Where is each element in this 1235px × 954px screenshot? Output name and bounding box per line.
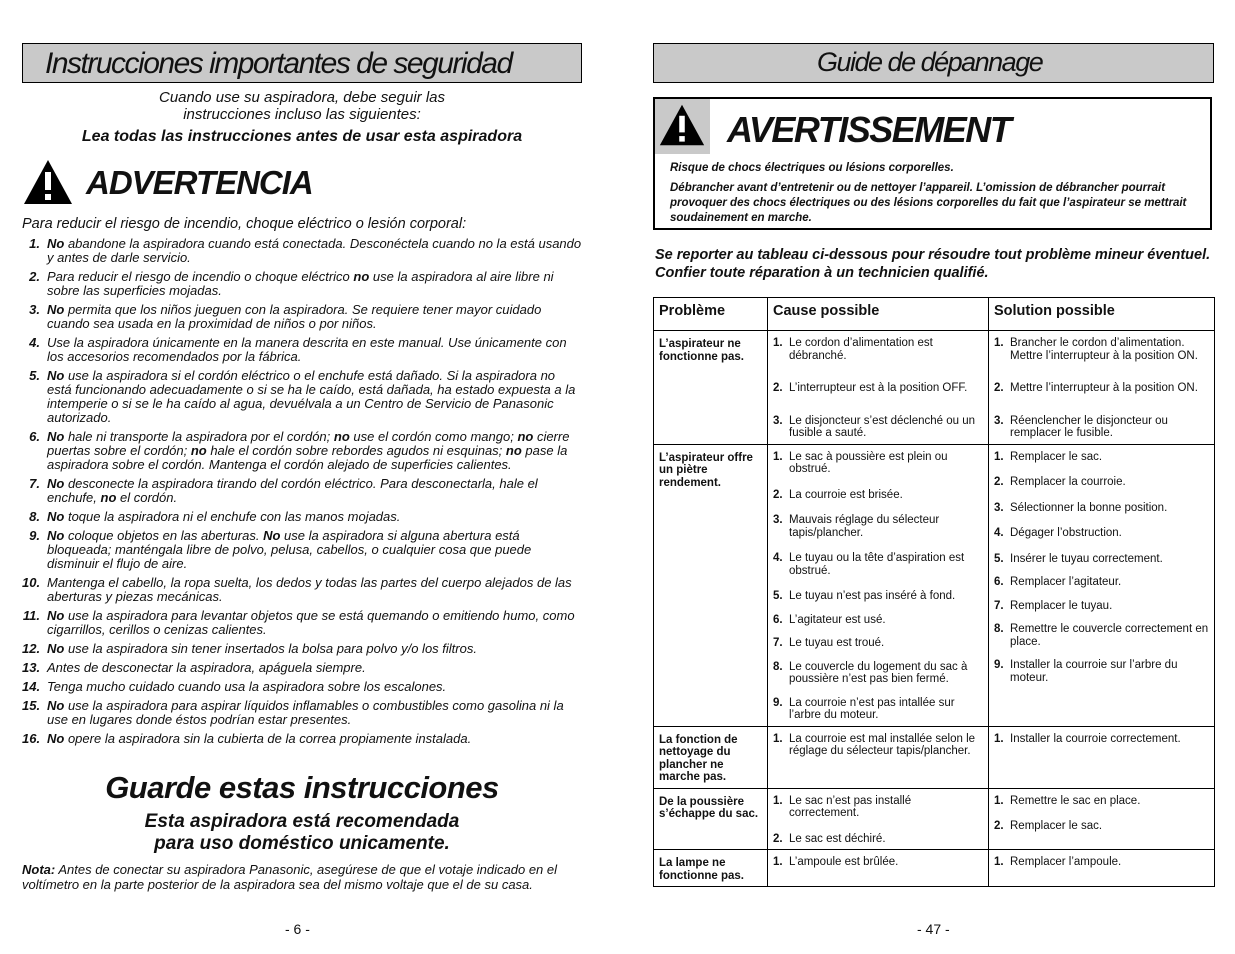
solution-item (994, 382, 1210, 395)
solution-cell (989, 444, 1215, 726)
safety-rule (22, 609, 582, 637)
rule-number: 14. (22, 679, 41, 694)
item-number: 3. (994, 414, 1004, 427)
cause-text: Mauvais réglage du sélecteur tapis/plancher. (789, 514, 940, 539)
rule-text: use la aspiradora para aspirar líquidos inflamables o combustibles como gasolina ni la use en lugares donde éstos podrían estar presentes. (47, 698, 564, 727)
table-row (654, 788, 1215, 850)
cause-text: La courroie n’est pas intallée sur l’arbre du moteur. (789, 696, 955, 721)
safety-rule (22, 369, 582, 425)
cause-cell (768, 331, 989, 445)
cause-text: Le couvercle du logement du sac à poussière n’est pas bien fermé. (789, 660, 968, 685)
rule-number: 10. (22, 575, 41, 590)
item-number: 1. (773, 732, 783, 745)
item-number: 1. (773, 337, 783, 349)
cause-text: Le sac à poussière est plein ou obstrué. (789, 450, 948, 475)
solution-text: Sélectionner la bonne position. (1010, 501, 1168, 514)
safety-rule (22, 529, 582, 571)
solution-item (994, 476, 1210, 489)
solution-text: Installer la courroie sur l’arbre du moteur. (1010, 659, 1178, 684)
item-number: 9. (994, 659, 1004, 671)
problem-cell: La fonction de nettoyage du plancher ne marche pas. (654, 726, 768, 788)
item-number: 1. (994, 450, 1004, 463)
rule-text: use la aspiradora sin tener insertados la bolsa para polvo y/o los filtros. (64, 641, 477, 656)
rule-number: 3. (29, 302, 40, 317)
item-number: 9. (773, 696, 783, 709)
intro-line-2: instrucciones incluso las siguientes: (183, 106, 421, 123)
rule-number: 5. (29, 368, 40, 383)
safety-rule (22, 510, 582, 524)
intro-text (22, 89, 582, 123)
solution-item (994, 733, 1210, 746)
note-paragraph (22, 862, 584, 892)
solution-item (994, 576, 1210, 589)
rule-no-keyword: No (47, 731, 65, 746)
item-number: 2. (773, 382, 783, 394)
table-row (654, 444, 1215, 726)
cause-text: Le cordon d’alimentation est débranché. (789, 337, 933, 362)
solution-text: Insérer le tuyau correctement. (1010, 552, 1163, 565)
rule-number: 11. (22, 608, 40, 623)
warning-line-1: Risque de chocs électriques ou lésions corporelles. (670, 162, 954, 174)
solution-cell (989, 331, 1215, 445)
item-number: 2. (773, 488, 783, 501)
intro-line-1: Cuando use su aspiradora, debe seguir las (158, 89, 446, 106)
rule-number: 6. (29, 429, 40, 444)
solution-text: Dégager l’obstruction. (1010, 527, 1122, 539)
safety-rules-list (22, 237, 582, 751)
solution-item (994, 856, 1210, 869)
cause-cell (768, 788, 989, 850)
table-row (654, 850, 1215, 887)
problem-cell: La lampe ne fonctionne pas. (654, 850, 768, 887)
rule-text: toque la aspiradora ni el enchufe con las manos mojadas. (64, 509, 401, 524)
solution-text: Remplacer la courroie. (1010, 476, 1126, 488)
item-number: 5. (994, 552, 1004, 565)
recommended-line-2: para uso doméstico unicamente. (154, 833, 450, 854)
cause-item (773, 856, 984, 869)
cause-item (773, 833, 984, 846)
cause-item (773, 733, 984, 758)
cause-text: Le disjoncteur s’est déclenché ou un fusible a sauté. (789, 414, 976, 439)
solution-item (994, 623, 1210, 648)
rule-no-keyword: No (47, 509, 65, 524)
item-number: 2. (994, 820, 1004, 832)
rule-text: Para reducir el riesgo de incendio o choque eléctrico no use la aspiradora al aire libre ni sobre las superficies mojadas. (47, 269, 554, 298)
safety-rule (22, 336, 582, 364)
cause-text: La courroie est brisée. (789, 488, 903, 501)
solution-text: Remettre le couvercle correctement en place. (1010, 623, 1209, 648)
safety-rule (22, 477, 582, 505)
rule-text: use la aspiradora para levantar objetos que se está quemando o emitiendo humo, como cigarrillos, cerillos o cenizas calientes. (47, 608, 575, 637)
cause-text: Le tuyau n’est pas inséré à fond. (789, 590, 956, 602)
item-number: 4. (994, 527, 1004, 539)
avertissement-box (653, 97, 1212, 230)
header-cause: Cause possible (768, 298, 989, 331)
warning-triangle-icon (658, 102, 706, 148)
header-solution: Solution possible (989, 298, 1215, 331)
safety-rule (22, 430, 582, 472)
cause-item (773, 795, 984, 820)
solution-text: Mettre l’interrupteur à la position ON. (1010, 382, 1198, 394)
problem-cell: De la poussière s’échappe du sac. (654, 788, 768, 850)
rule-no-keyword: No (47, 698, 65, 713)
solution-text: Remplacer l’ampoule. (1010, 856, 1122, 868)
safety-rule (22, 661, 582, 675)
solution-text: Remplacer le tuyau. (1010, 599, 1113, 612)
safety-rule (22, 270, 582, 298)
page-number-right: - 47 - (917, 921, 950, 937)
solution-item (994, 415, 1210, 440)
header-problem: Problème (654, 298, 768, 331)
item-number: 3. (994, 501, 1004, 514)
solution-item (994, 451, 1210, 464)
cause-text: Le tuyau est troué. (789, 637, 885, 649)
solution-text: Brancher le cordon d’alimentation. Mettre l’interrupteur à la position ON. (1010, 337, 1198, 362)
safety-rule (22, 732, 582, 746)
solution-text: Réenclencher le disjoncteur ou remplacer le fusible. (1010, 414, 1168, 439)
item-number: 1. (994, 794, 1004, 807)
item-number: 7. (994, 599, 1004, 612)
item-number: 3. (773, 514, 783, 526)
cause-item (773, 382, 984, 395)
solution-text: Remettre le sac en place. (1010, 794, 1141, 807)
cause-cell (768, 444, 989, 726)
rule-text: No desconecte la aspiradora tirando del cordón eléctrico. Para desconectarla, hale el enchufe, no el cordón. (47, 476, 538, 505)
cause-cell (768, 726, 989, 788)
rule-no-keyword: No (47, 368, 65, 383)
note-text: Antes de conectar su aspiradora Panasonic, asegúrese de que el votaje indicado en el voltímetro en la parte posterior de la aspiradora sea del mismo voltaje que el de su casa. (22, 862, 558, 892)
item-number: 1. (773, 856, 783, 868)
safety-rule (22, 576, 582, 604)
rule-text: No hale ni transporte la aspiradora por el cordón; no use el cordón como mango; no cierre puertas sobre el cordón; no hale el cordón sobre rebordes agudos ni esquinas; no pase la aspiradora sobre el cordón. Mantenga el cordón alejado de superficies calientes. (47, 429, 570, 472)
item-number: 4. (773, 552, 783, 564)
rule-number: 4. (29, 335, 40, 350)
rule-no-keyword: No (47, 236, 65, 251)
item-number: 3. (773, 414, 783, 427)
rule-text: use la aspiradora si el cordón eléctrico o el enchufe está dañado. Si la aspiradora no está funcionando adecuadamente o si se ha le caído, está dañada, ha estado expuesta a la intemperie o si se le ha caído al agua, devuélvala a un Centro de Servicio de Panasonic autorizado. (47, 368, 576, 425)
rule-text: No coloque objetos en las aberturas. No use la aspiradora si alguna abertura está bloqueada; manténgala libre de polvo, pelusa, cabellos, o cualquier cosa que puede disminuir el flujo de aire. (47, 528, 532, 571)
item-number: 1. (773, 450, 783, 463)
rule-no-keyword: No (47, 641, 65, 656)
cause-item (773, 489, 984, 502)
cause-text: Le sac est déchiré. (789, 832, 886, 845)
rule-no-keyword: No (47, 608, 65, 623)
cause-item (773, 451, 984, 476)
cause-item (773, 337, 984, 362)
rule-text: opere la aspiradora sin la cubierta de la correa propiamente instalada. (64, 731, 472, 746)
rule-text: abandone la aspiradora cuando está conectada. Desconéctela cuando no la está usando y antes de darle servicio. (47, 236, 582, 265)
cause-cell (768, 850, 989, 887)
solution-item (994, 502, 1210, 515)
cause-text: Le sac n’est pas installé correctement. (789, 794, 912, 819)
rule-text: Antes de desconectar la aspiradora, apáguela siempre. (47, 660, 366, 675)
safety-rule (22, 699, 582, 727)
cause-item (773, 697, 984, 722)
solution-item (994, 527, 1210, 540)
item-number: 1. (773, 794, 783, 807)
save-instructions-title: Guarde estas instrucciones (105, 770, 499, 805)
rule-number: 8. (29, 509, 40, 524)
cause-item (773, 415, 984, 440)
rule-number: 12. (22, 641, 41, 656)
cause-item (773, 514, 984, 539)
rule-number: 13. (22, 660, 41, 675)
rule-number: 15. (22, 698, 41, 713)
solution-item (994, 795, 1210, 808)
avertissement-title: AVERTISSEMENT (727, 109, 1011, 150)
safety-title-bar (22, 43, 582, 83)
item-number: 1. (994, 732, 1004, 745)
solution-item (994, 600, 1210, 613)
safety-rule (22, 237, 582, 265)
problem-cell: L’aspirateur ne fonctionne pas. (654, 331, 768, 445)
rule-number: 1. (29, 236, 40, 251)
refer-text: Se reporter au tableau ci-dessous pour résoudre tout problème mineur éventuel. Confier toute réparation à un technicien qualifié. (655, 247, 1211, 281)
note-label: Nota: (22, 862, 56, 877)
cause-item (773, 661, 984, 686)
rule-text: Mantenga el cabello, la ropa suelta, los dedos y todas las partes del cuerpo alejados de las aberturas y piezas mecánicas. (47, 575, 572, 604)
problem-cell: L’aspirateur offre un piètre rendement. (654, 444, 768, 726)
table-row (654, 726, 1215, 788)
solution-item (994, 820, 1210, 833)
item-number: 2. (994, 382, 1004, 394)
solution-text: Remplacer le sac. (1010, 450, 1103, 463)
cause-text: Le tuyau ou la tête d’aspiration est obstrué. (789, 552, 965, 577)
cause-item (773, 590, 984, 603)
solution-cell (989, 788, 1215, 850)
warning-icon-background (655, 99, 710, 154)
item-number: 6. (994, 576, 1004, 588)
advertencia-title: ADVERTENCIA (86, 164, 313, 201)
solution-item (994, 337, 1210, 362)
recommended-line-1: Esta aspiradora está recomendada (144, 811, 460, 832)
page-number-left: - 6 - (285, 921, 310, 937)
solution-text: Remplacer le sac. (1010, 820, 1103, 832)
rule-no-keyword: No (47, 302, 65, 317)
rule-number: 2. (29, 269, 40, 284)
safety-rule (22, 303, 582, 331)
cause-text: L’ampoule est brûlée. (789, 856, 899, 868)
item-number: 5. (773, 590, 783, 602)
cause-text: L’interrupteur est à la position OFF. (789, 382, 968, 394)
item-number: 2. (773, 832, 783, 845)
solution-text: Installer la courroie correctement. (1010, 732, 1181, 745)
table-header-row (654, 298, 1215, 331)
read-all-heading: Lea todas las instrucciones antes de usar esta aspiradora (81, 128, 523, 145)
cause-text: La courroie est mal installée selon le réglage du sélecteur tapis/plancher. (789, 732, 976, 757)
avertissement-body (670, 161, 1210, 231)
rule-number: 9. (29, 528, 40, 543)
solution-cell (989, 726, 1215, 788)
item-number: 8. (994, 623, 1004, 635)
troubleshooting-title: Guide de dépannage (817, 47, 1043, 77)
rule-text: permita que los niños jueguen con la aspiradora. Se requiere tener mayor cuidado cuando sea usada en la proximidad de niños o por niños. (47, 302, 542, 331)
solution-cell (989, 850, 1215, 887)
rule-number: 7. (29, 476, 40, 491)
item-number: 1. (994, 856, 1004, 868)
item-number: 1. (994, 337, 1004, 349)
cause-item (773, 614, 984, 627)
safety-rule (22, 642, 582, 656)
recommended-text (22, 811, 582, 855)
troubleshooting-table (653, 297, 1215, 887)
item-number: 8. (773, 660, 783, 673)
cause-item (773, 637, 984, 650)
solution-item (994, 659, 1210, 684)
rule-text: Tenga mucho cuidado cuando usa la aspiradora sobre los escalones. (47, 679, 447, 694)
safety-rule (22, 680, 582, 694)
troubleshooting-title-bar (653, 43, 1214, 83)
cause-item (773, 552, 984, 577)
cause-text: L’agitateur est usé. (789, 613, 886, 626)
solution-item (994, 553, 1210, 566)
rule-text: Use la aspiradora únicamente en la manera descrita en este manual. Use únicamente con los accesorios recomendados por la fábrica. (47, 335, 567, 364)
safety-title: Instrucciones importantes de seguridad (45, 47, 512, 80)
solution-text: Remplacer l’agitateur. (1010, 576, 1122, 588)
warning-line-2: Débrancher avant d’entretenir ou de nettoyer l’appareil. L’omission de débrancher pourrait provoquer des chocs électriques ou des lésions corporelles du fait que l’aspirateur se mettrait soudainement en marche. (670, 182, 1187, 224)
warning-triangle-icon (22, 158, 74, 206)
rule-number: 16. (22, 731, 41, 746)
item-number: 7. (773, 637, 783, 649)
item-number: 6. (773, 613, 783, 626)
reduce-risk-text: Para reducir el riesgo de incendio, choque eléctrico o lesión corporal: (22, 216, 467, 232)
item-number: 2. (994, 476, 1004, 488)
table-row (654, 331, 1215, 445)
